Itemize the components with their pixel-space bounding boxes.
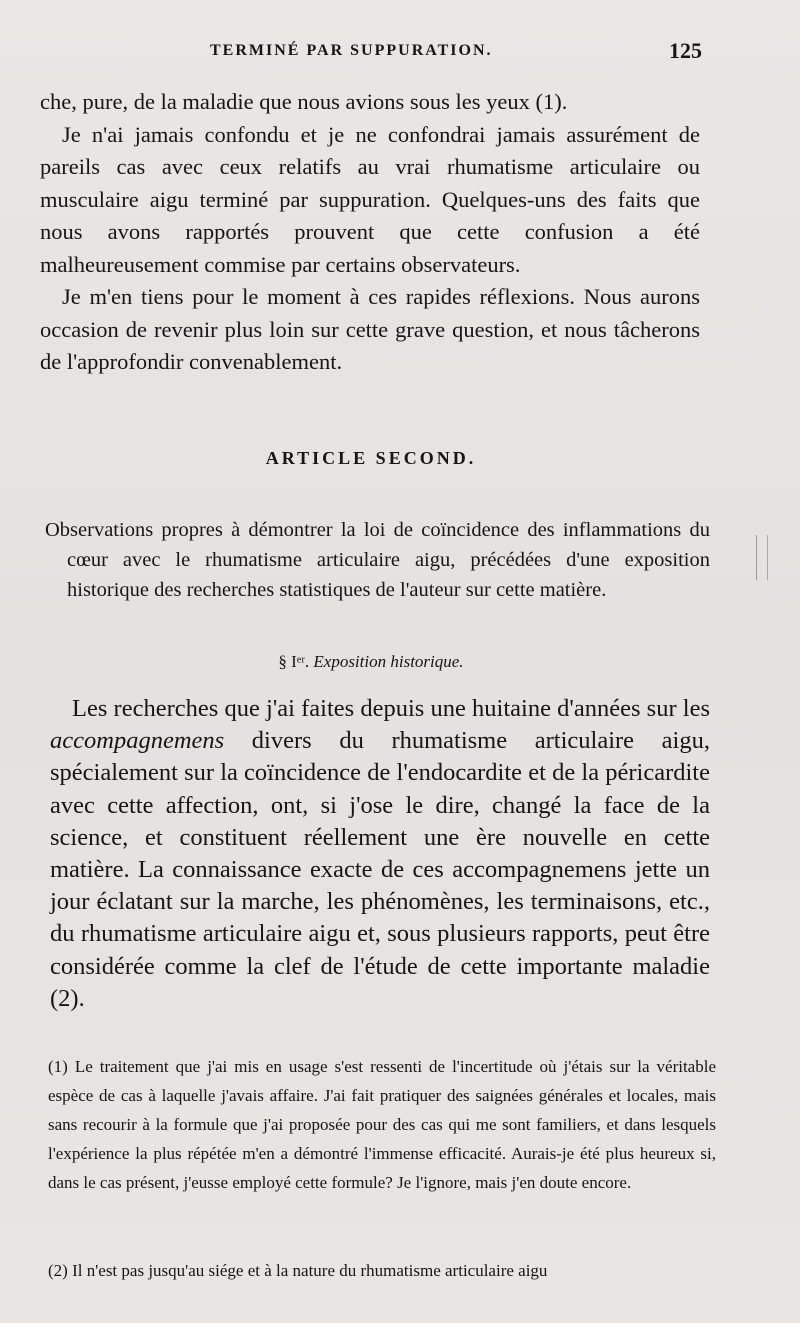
paragraph: Je n'ai jamais confondu et je ne confondrai jamais assurément de pareils cas avec ceux relatifs au vrai rhumatisme articulaire ou musculaire aigu terminé par suppuration. Quelques-uns des faits que nous avons rapportés prouvent que cette confusion a été malheureusement commise par certains observateurs. (40, 121, 700, 277)
summary-text: Observations propres à démontrer la loi de coïncidence des inflammations du cœur avec le rhumatisme articulaire aigu, précédées d'une exposition historique des recherches statistiques de l'auteur sur cette matière. (45, 519, 710, 601)
paragraph-text-end: divers du rhumatisme articulaire aigu, spécialement sur la coïncidence de l'endocardite et de la péricardite avec cette affection, ont, si j'ose le dire, changé la face de la science, et constituent réellement une ère nouvelle en cette matière. La connaissance exacte de ces accompagnemens jette un jour éclatant sur la marche, les phénomènes, les terminaisons, etc., du rhumatisme articulaire aigu et, sous plusieurs rapports, peut être considérée comme la clef de l'étude de cette importante maladie (2). (50, 727, 710, 1012)
page-number: 125 (669, 38, 702, 63)
footnote-2 (48, 1256, 716, 1285)
paragraph (50, 693, 710, 1015)
subsection-title: Exposition historique. (313, 652, 464, 671)
page-header (40, 38, 702, 68)
margin-mark (756, 535, 768, 580)
subsection-mark: § Iᵉʳ. (278, 652, 310, 671)
footnote-text: (1) Le traitement que j'ai mis en usage s'est ressenti de l'incertitude où j'étais sur la véritable espèce de cas à laquelle j'avais affaire. J'ai fait pratiquer des saignées générales et locales, mais sans recourir à la formule que j'ai proposée pour des cas qui me sont familiers, et dans lesquels l'expérience la plus répétée m'en a démontré l'immense efficacité. Aurais-je été plus heureux si, dans le cas présent, j'eusse employé cette formule? Je l'ignore, mais j'en doute encore. (48, 1057, 716, 1192)
footnote-1 (48, 1052, 716, 1197)
footnote-text: (2) Il n'est pas jusqu'au siége et à la nature du rhumatisme articulaire aigu (48, 1261, 548, 1280)
running-head: TERMINÉ PAR SUPPURATION. (210, 42, 493, 59)
paragraph-text-start: Les recherches que j'ai faites depuis une huitaine d'années sur les (72, 695, 710, 722)
paragraph-continuation: che, pure, de la maladie que nous avions sous les yeux (1). (40, 89, 568, 114)
section-heading: ARTICLE SECOND. (265, 448, 477, 468)
body-text-main (50, 693, 710, 1015)
paragraph: Je m'en tiens pour le moment à ces rapides réflexions. Nous aurons occasion de revenir plus loin sur cette grave question, et nous tâcherons de l'approfondir convenablement. (40, 284, 700, 374)
section-summary (45, 515, 710, 605)
body-text-top (40, 86, 700, 379)
emphasis-term: accompagnemens (50, 727, 225, 755)
subsection-heading (0, 652, 742, 672)
